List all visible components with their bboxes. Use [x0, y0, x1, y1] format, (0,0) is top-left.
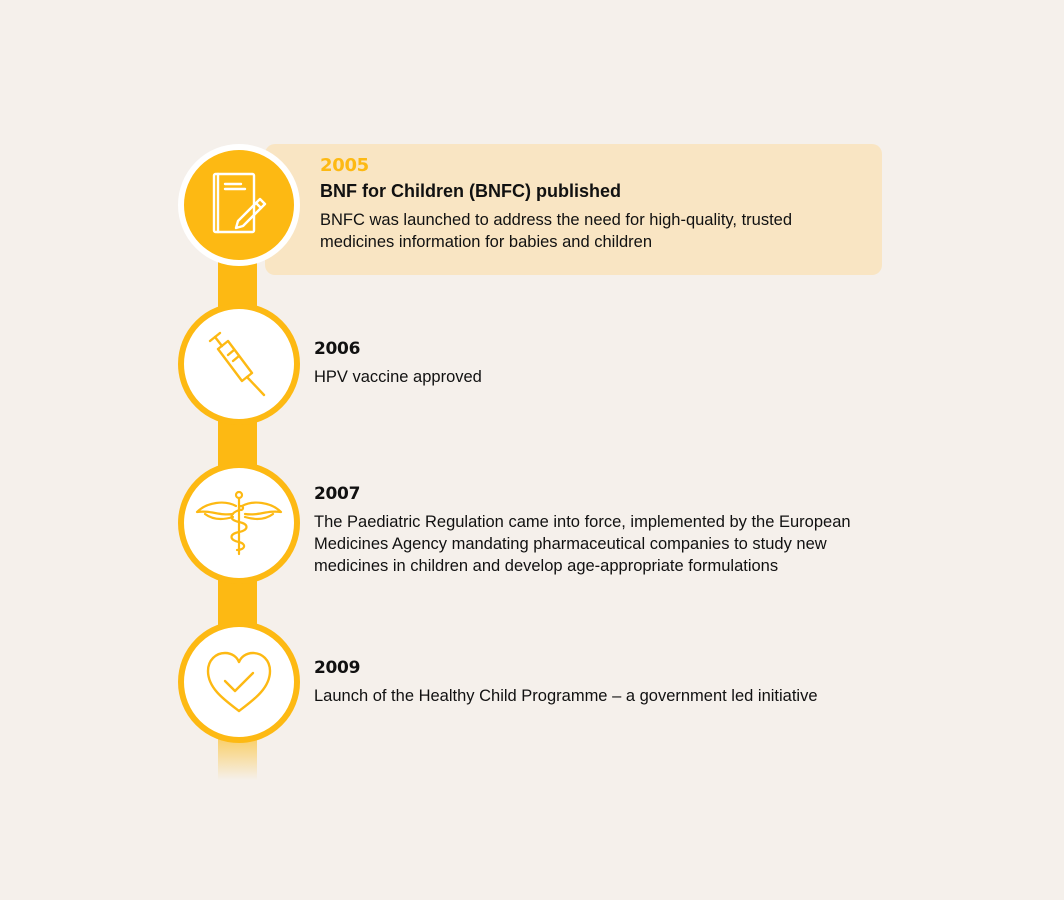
event-2005	[320, 155, 880, 253]
event-description: Launch of the Healthy Child Programme – a government led initiative	[314, 687, 818, 705]
document-pen-icon	[208, 172, 270, 238]
event-year: 2006	[314, 339, 361, 359]
timeline-node-2006	[178, 303, 300, 425]
timeline-node-2009	[178, 621, 300, 743]
event-description: HPV vaccine approved	[314, 368, 482, 386]
event-title: BNF for Children (BNFC) published	[320, 181, 621, 201]
event-description: The Paediatric Regulation came into force, implemented by the European Medicines Agency mandating pharmaceutical companies to study new medicines in children and develop age-appropriate formulations	[314, 513, 851, 575]
caduceus-icon	[195, 490, 283, 556]
heart-check-icon	[206, 651, 272, 713]
event-year: 2007	[314, 484, 361, 504]
timeline-node-2007	[178, 462, 300, 584]
event-2009	[314, 657, 874, 707]
timeline-node-2005	[178, 144, 300, 266]
syringe-icon	[206, 331, 272, 397]
event-year: 2005	[320, 155, 369, 176]
event-description: BNFC was launched to address the need for high-quality, trusted medicines information for babies and children	[320, 211, 793, 251]
event-2007	[314, 483, 874, 577]
event-2006	[314, 338, 874, 388]
event-year: 2009	[314, 658, 361, 678]
